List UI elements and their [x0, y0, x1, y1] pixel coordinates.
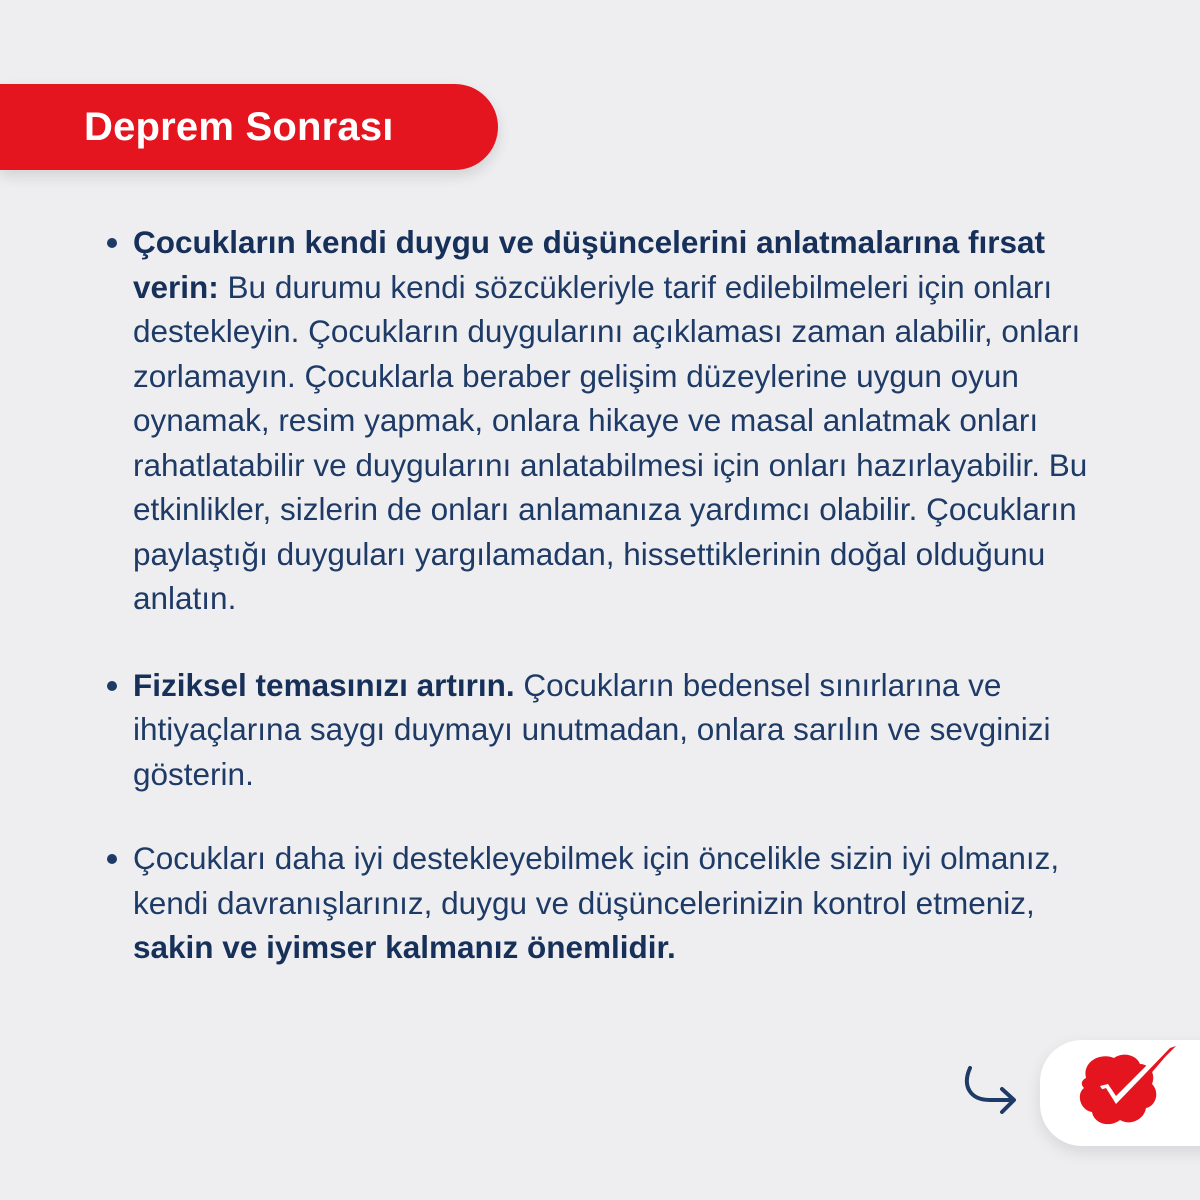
bullet-bold-text: Çocukların kendi duygu ve düşüncelerini anlatmalarına fırsat verin: [133, 224, 1046, 305]
list-item [104, 836, 1104, 970]
bullet-text: Çocukları daha iyi destekleyebilmek için öncelikle sizin iyi olmanız, kendi davranışlarınız, duygu ve düşüncelerinizin kontrol etmeniz, [133, 840, 1060, 921]
list-item [104, 663, 1104, 797]
red-checkmark-logo-icon [1070, 1044, 1180, 1136]
page-title: Deprem Sonrası [84, 104, 394, 149]
list-item [104, 220, 1104, 621]
title-banner [0, 84, 498, 170]
bullet-bold-text: sakin ve iyimser kalmanız önemlidir. [133, 929, 676, 965]
bullet-bold-text: Fiziksel temasınızı artırın. [133, 666, 515, 703]
bullet-list [104, 220, 1104, 970]
bullet-text: Bu durumu kendi sözcükleriyle tarif edilebilmeleri için onları destekleyin. Çocukların duygularını açıklaması zaman alabilir, onları zorlamayın. Çocuklarla beraber gelişim düzeylerine uygun oyun oynamak, resim yapmak, onlara hikaye ve masal anlatmak onları rahatlatabilir ve duygularını anlatabilmesi için onları hazırlayabilir. Bu etkinlikler, sizlerin de onları anlamanıza yardımcı olabilir. Çocukların paylaştığı duyguları yargılamadan, hissettiklerinin doğal olduğunu anlatın. [133, 268, 1088, 616]
curved-arrow-icon[interactable] [958, 1058, 1028, 1128]
bullet-text: Çocukların bedensel sınırlarına ve ihtiyaçlarına saygı duymayı unutmadan, onlara sarılın ve sevginizi gösterin. [133, 666, 1051, 792]
